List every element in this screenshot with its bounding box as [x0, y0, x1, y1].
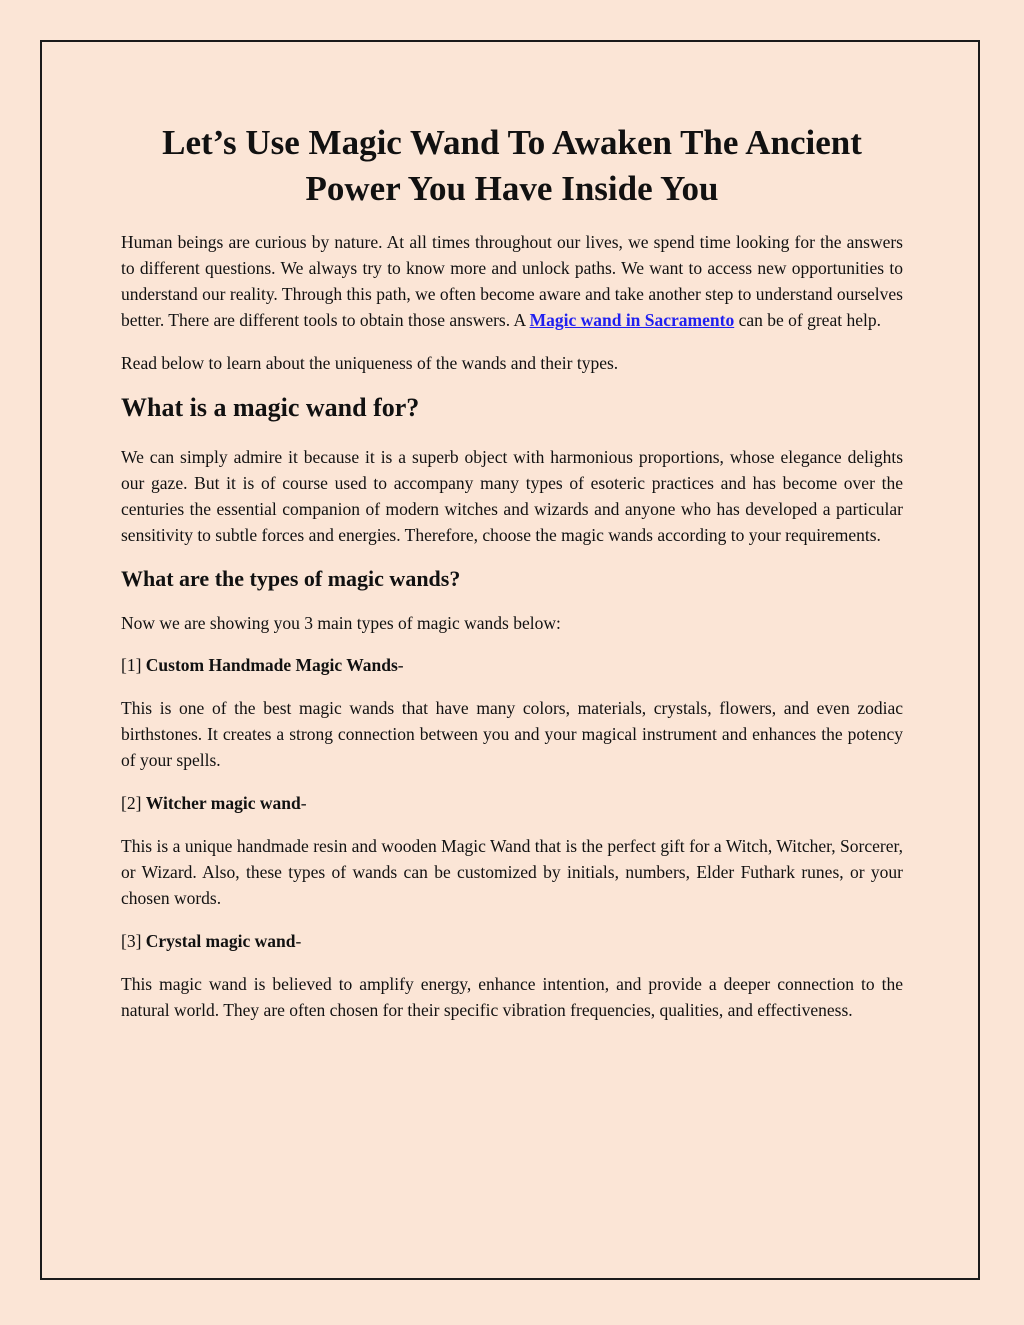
type-1-name: Custom Handmade Magic Wands [145, 655, 398, 675]
type-3-name: Crystal magic wand [145, 931, 296, 951]
type-2-name: Witcher magic wand [145, 793, 301, 813]
type-2-heading [121, 790, 903, 816]
section-heading-what-is: What is a magic wand for? [121, 393, 420, 422]
section-heading-types: What are the types of magic wands? [121, 566, 461, 591]
type-2-number: [2] [121, 793, 142, 813]
type-3-body: This magic wand is believed to amplify energy, enhance intention, and provide a deeper connection to the natural world. They are often chosen for their specific vibration frequencies, qualities, and effectiveness. [121, 974, 903, 1020]
type-1-body: This is one of the best magic wands that have many colors, materials, crystals, flowers, and even zodiac birthstones. It creates a strong connection between you and your magical instrument and enhances the potency of your spells. [121, 698, 903, 770]
intro-paragraph [121, 229, 903, 333]
type-3-heading [121, 928, 903, 954]
magic-wand-sacramento-link[interactable]: Magic wand in Sacramento [529, 310, 735, 330]
section-what-is-body: We can simply admire it because it is a superb object with harmonious proportions, whose elegance delights our gaze. But it is of course used to accompany many types of esoteric practices and has become over the centuries the essential companion of modern witches and wizards and anyone who has developed a particular sensitivity to subtle forces and energies. Therefore, choose the magic wands according to your requirements. [121, 447, 903, 545]
page-title: Let’s Use Magic Wand To Awaken The Ancient Power You Have Inside You [162, 123, 862, 208]
type-1-heading [121, 652, 903, 678]
intro-text: Human beings are curious by nature. At all times throughout our lives, we spend time looking for the answers to different questions. We always try to know more and unlock paths. We want to access new opportunities to understand our reality. Through this path, we often become aware and take another step to understand ourselves better. There are different tools to obtain those answers. A [121, 232, 903, 330]
type-1-suffix: - [397, 655, 404, 675]
document-body [121, 120, 903, 1023]
type-3-suffix: - [295, 931, 302, 951]
type-3-number: [3] [121, 931, 142, 951]
read-below-paragraph: Read below to learn about the uniqueness of the wands and their types. [121, 353, 619, 373]
type-2-suffix: - [300, 793, 307, 813]
intro-text-end: can be of great help. [734, 310, 881, 330]
type-2-body: This is a unique handmade resin and wooden Magic Wand that is the perfect gift for a Witch, Witcher, Sorcerer, or Wizard. Also, these types of wands can be customized by initials, numbers, Elder Futhark runes, or your chosen words. [121, 836, 903, 908]
type-1-number: [1] [121, 655, 142, 675]
types-intro: Now we are showing you 3 main types of magic wands below: [121, 613, 561, 633]
